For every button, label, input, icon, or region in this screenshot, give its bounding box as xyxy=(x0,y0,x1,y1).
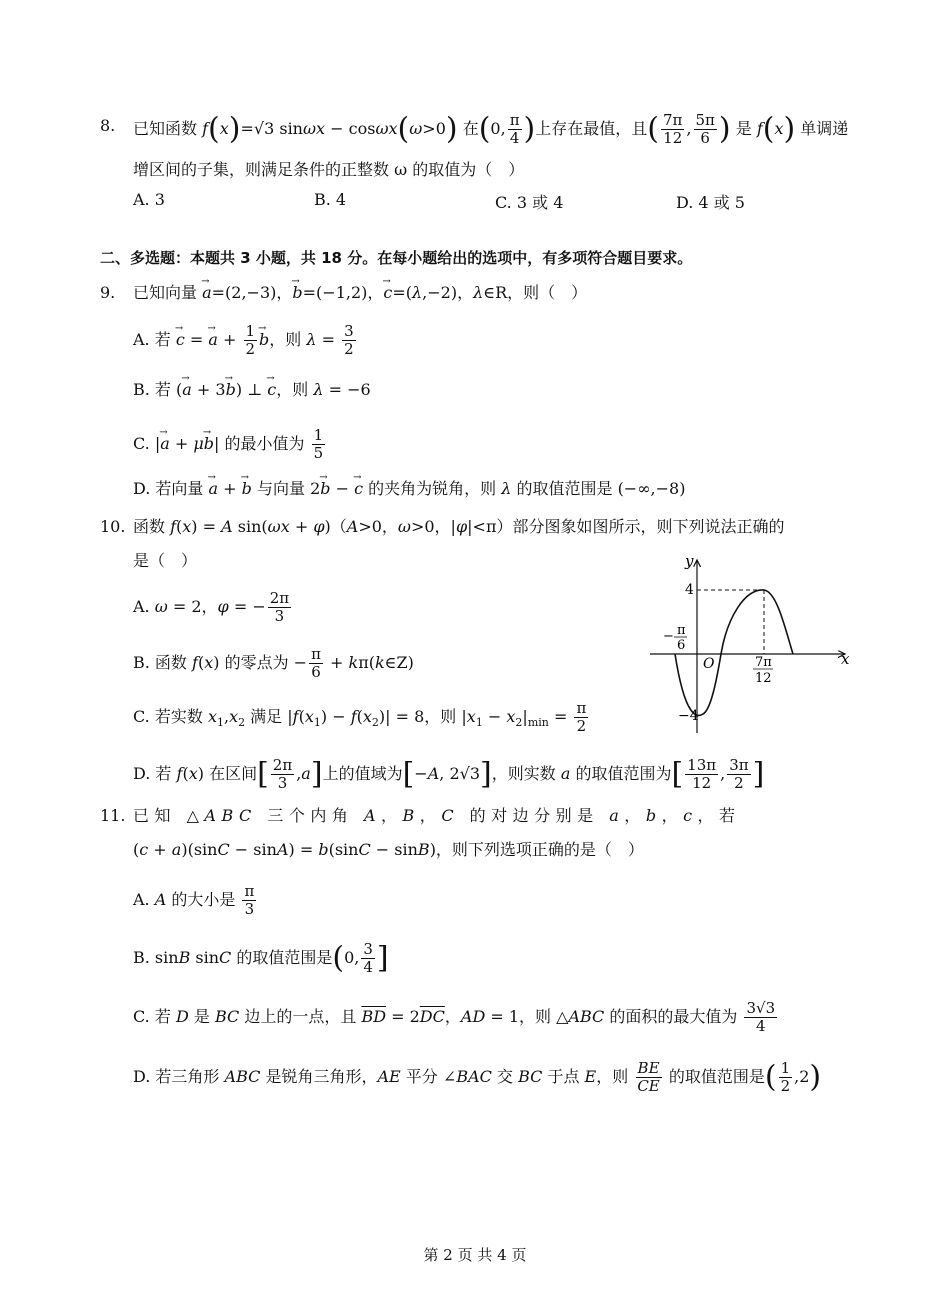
y-min-label: −4 xyxy=(678,708,699,724)
page-footer: 第 2 页 共 4 页 xyxy=(423,1246,527,1264)
q8-option-a: A. 3 xyxy=(133,190,165,209)
q10-stem1: 函数 f(x) = A sin(ωx + φ)（A>0，ω>0，|φ|<π）部分图象如图所示，则下列说法正确的 xyxy=(133,517,785,536)
neg-tick-num: π xyxy=(677,623,686,638)
pos-tick-num: 7π xyxy=(755,655,772,670)
q8-option-c: C. 3 或 4 xyxy=(495,193,564,212)
q11-stem2: (c + a)(sinC − sinA) = b(sinC − sinB)，则下列选项正确的是（ ） xyxy=(133,840,644,859)
q9-option-b: B. 若 (→ a + 3→ b) ⊥ → c，则 λ = −6 xyxy=(133,378,371,402)
q11-stem1: 已知 △ABC 三个内角 A，B，C 的对边分别是 a，b，c，若 xyxy=(133,806,741,825)
q10-option-d: D. 若 f(x) 在区间[ $\frac{2\pi}{3}$ ,a]上的值域为[−A, 2√3]，则实数 a 的取值范围为[ $\frac{13\pi}{12}$ , $\frac{3\pi}{2}$ ] xyxy=(133,756,765,792)
q9-option-d: D. 若向量 → a + → b 与向量 2→ b − → c 的夹角为锐角，则 λ 的取值范围是 (−∞,−8) xyxy=(133,477,685,501)
q8-option-b: B. 4 xyxy=(314,190,347,209)
sine-curve xyxy=(675,590,793,716)
y-max-label: 4 xyxy=(685,582,694,598)
q10-option-c: C. 若实数 $x_1,x_2$ 满足 $|f(x_1) - f(x_2)| = 8$，则 $|x_1 - x_2|_{min}$ = $\frac{\pi}{2}$ xyxy=(133,699,587,735)
neg-tick-minus: − xyxy=(663,629,674,644)
q9-number: 9. xyxy=(100,283,116,302)
q11-option-c: C. 若 D 是 BC 边上的一点，且 $\overline{BD} = 2\overline{DC}$，AD = 1，则 △ABC 的面积的最大值为 $\frac{3√3}{4}$ xyxy=(133,999,776,1035)
q10-stem2: 是（ ） xyxy=(133,551,198,570)
section-2-title: 二、多选题：本题共 3 小题，共 18 分。在每小题给出的选项中，有多项符合题目要求。 xyxy=(100,249,693,267)
sine-graph xyxy=(645,548,855,738)
q8-line2: 增区间的子集，则满足条件的正整数 ω 的取值为（ ） xyxy=(133,160,525,179)
q9-stem: 已知向量 → a=(2,−3)，→ b=(−1,2)，→ c=(λ,−2)，λ∈R，则（ ） xyxy=(133,281,587,305)
q11-number: 11. xyxy=(100,806,126,825)
origin-label: O xyxy=(703,656,715,672)
q11-option-d: D. 若三角形 ABC 是锐角三角形，AE 平分 ∠BAC 交 BC 于点 E，则 $\frac{BE}{CE}$ 的取值范围是( $\frac{1}{2}$ ,2) xyxy=(133,1059,822,1095)
pos-tick-den: 12 xyxy=(755,671,772,686)
q8-line1: 已知函数 f(x)=√3 sinωx − cosωx(ω>0) 在(0, $\frac{\pi}{4}$ )上存在最值，且( $\frac{7\pi}{12}$ , $\frac{5\pi}{6}$ ) 是 f(x) 单调递 xyxy=(133,111,849,147)
q10-number: 10. xyxy=(100,517,126,536)
q9-option-c: C. |→ a + μ→ b| 的最小值为 $\frac{1}{5}$ xyxy=(133,427,327,462)
q8-option-d: D. 4 或 5 xyxy=(676,193,745,212)
y-axis-label: y xyxy=(685,552,694,570)
neg-tick-den: 6 xyxy=(677,638,686,653)
q10-option-b: B. 函数 f(x) 的零点为 − $\frac{\pi}{6}$ + kπ(k∈Z) xyxy=(133,645,414,681)
q11-option-a: A. A 的大小是 $\frac{\pi}{3}$ xyxy=(133,882,255,918)
x-axis-label: x xyxy=(841,650,850,668)
q11-option-b: B. sinB sinC 的取值范围是(0, $\frac{3}{4}$ ] xyxy=(133,940,389,976)
q8-number: 8. xyxy=(100,116,116,135)
q10-option-a: A. ω = 2，φ = − $\frac{2\pi}{3}$ xyxy=(133,589,290,625)
q9-option-a: A. 若 → c = → a + $\frac{1}{2}$ → b，则 λ = $\frac{3}{2}$ xyxy=(133,323,358,358)
